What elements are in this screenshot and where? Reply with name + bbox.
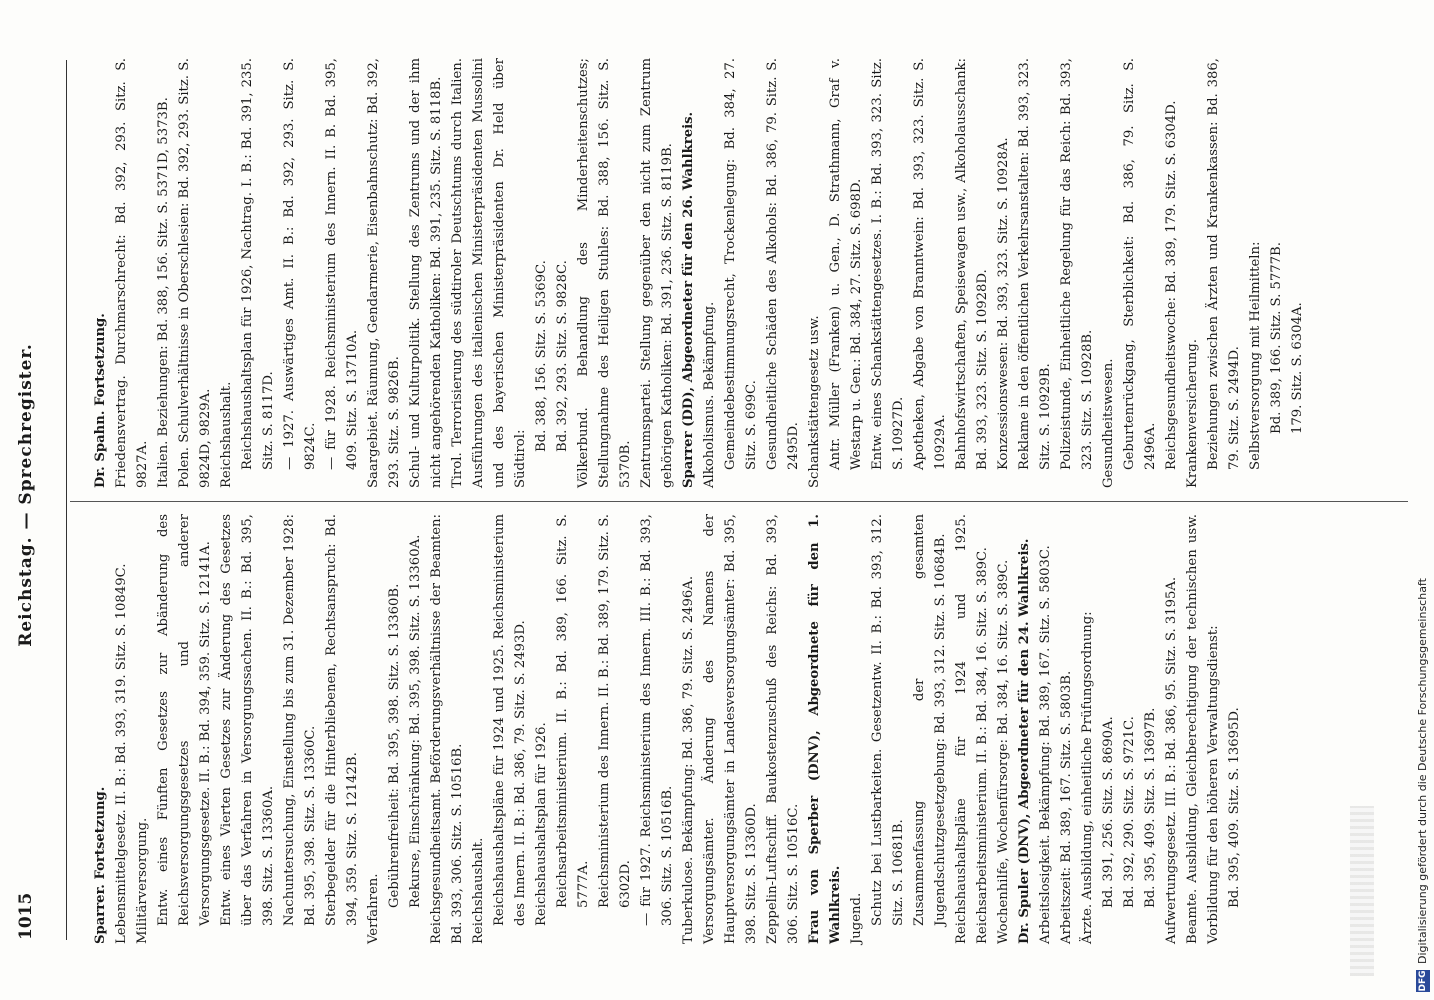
index-entry: Gesundheitliche Schäden des Alkohols: Bd. 386, 79. Sitz. S. 2495D. xyxy=(765,58,801,470)
index-entry: Militärversorgung. xyxy=(135,817,150,944)
scan-artifact xyxy=(1350,806,1374,976)
dfg-logo: DFG xyxy=(1418,970,1428,992)
speaker-heading: Dr. Spahn. Fortsetzung. xyxy=(93,313,108,488)
left-column xyxy=(90,514,1245,944)
index-entry: Gemeindebestimmungsrecht, Trockenlegung: Bd. 384, 27. Sitz. S. 699C. xyxy=(723,58,759,470)
index-entry: Reichshaushaltsplan für 1926, Nachtrag. I. B.: Bd. 391, 235. Sitz. S. 8117D. xyxy=(240,58,276,470)
index-entry: Geburtenrückgang, Sterblichkeit: Bd. 386, 79. Sitz. S. 2496A. xyxy=(1122,58,1158,470)
index-entry: Bd. 395, 409. Sitz. S. 13695D. xyxy=(1227,707,1242,908)
index-entry: Verfahren. xyxy=(366,873,381,944)
index-entry: — für 1927. Reichsministerium des Innern. III. B.: Bd. 393, 306. Sitz. S. 10516B. xyxy=(639,514,675,926)
index-entry: Arbeitszeit: Bd. 389, 167. Sitz. S. 5803B. xyxy=(1059,670,1074,944)
index-entry: Reichsministerium des Innern. II. B.: Bd. 389, 179. Sitz. S. 6302D. xyxy=(597,514,633,908)
index-entry: Friedensvertrag. Durchmarschrecht: Bd. 392, 293. Sitz. S. 9827A. xyxy=(114,58,150,488)
speaker-heading: Dr. Spuler (DNV), Abgeordneter für den 24. Wahlkreis. xyxy=(1017,538,1032,944)
speaker-heading: Sparrer (DD), Abgeordneter für den 26. Wahlkreis. xyxy=(681,111,696,488)
column-divider xyxy=(70,501,1408,502)
index-entry: Reichshaushaltspläne für 1924 und 1925. Reichsministerium des Innern. II. B.: Bd. 386, 79. Sitz. S. 2493D. xyxy=(492,514,528,926)
index-entry: 179. Sitz. S. 6304A. xyxy=(1290,302,1305,434)
index-entry: Saargebiet. Räumung, Gendarmerie, Eisenbahnschutz: Bd. 392, 293. Sitz. S. 9826B. xyxy=(366,58,402,488)
index-entry: Entw. eines Schankstättengesetzes. I. B.: Bd. 393, 323. Sitz. S. 10927D. xyxy=(870,58,906,470)
index-entry: Italien. Beziehungen: Bd. 388, 156. Sitz. S. 5371D, 5373B. xyxy=(156,97,171,488)
index-entry: Schutz bei Lustbarkeiten. Gesetzentw. II. B.: Bd. 393, 312. Sitz. S. 10681B. xyxy=(870,514,906,926)
footer-credit xyxy=(1414,0,1434,1000)
index-entry: Lebensmittelgesetz. II. B.: Bd. 393, 319. Sitz. S. 10849C. xyxy=(114,563,129,944)
index-entry: Bd. 388, 156. Sitz. S. 5369C. xyxy=(534,260,549,452)
index-entry: Bd. 392, 293. Sitz. S. 9828C. xyxy=(555,260,570,452)
index-entry: Bd. 392, 290. Sitz. S. 9721C. xyxy=(1122,716,1137,908)
index-entry: Selbstversorgung mit Heilmitteln: xyxy=(1248,241,1263,470)
speaker-heading: Sparrer. Fortsetzung. xyxy=(93,786,108,944)
index-entry: Tuberkulose. Bekämpfung: Bd. 386, 79. Sitz. S. 2496A. xyxy=(681,575,696,944)
index-entry: Reichsgesundheitsamt. Beförderungsverhältnisse der Beamten: Bd. 393, 306. Sitz. S. 10516B. xyxy=(429,514,465,944)
page-number: 1015 xyxy=(16,892,36,940)
page-title: Reichstag. — Sprechregister. xyxy=(16,343,36,647)
index-entry: Aufwertungsgesetz. III. B.: Bd. 386, 95. Sitz. S. 3195A. xyxy=(1164,576,1179,944)
index-entry: Schul- und Kulturpolitik. Stellung des Zentrums und der ihm nicht angehörenden Katholiken: Bd. 391, 235. Sitz. S. 8118B. xyxy=(408,58,444,488)
index-entry: Bd. 395, 409. Sitz. S. 13697B. xyxy=(1143,707,1158,908)
right-column xyxy=(90,58,1308,488)
index-entry: Beamte. Ausbildung, Gleichberechtigung der technischen usw. Vorbildung für den höheren Verwaltungsdienst: xyxy=(1185,514,1221,944)
index-entry: Rekurse, Einschränkung: Bd. 395, 398. Sitz. S. 13360A. xyxy=(408,534,423,908)
index-entry: Reklame in den öffentlichen Verkehrsanstalten: Bd. 393, 323. Sitz. S. 10929B. xyxy=(1017,58,1053,470)
credit-text: Digitalisierung gefördert durch die Deutsche Forschungsgemeinschaft xyxy=(1416,578,1429,964)
index-entry: Alkoholismus. Bekämpfung. xyxy=(702,301,717,488)
index-entry: Reichsgesundheitswoche: Bd. 389, 179. Sitz. S. 6304D. xyxy=(1164,100,1179,470)
index-entry: Polen. Schulverhältnisse in Oberschlesien: Bd. 392, 293. Sitz. S. 9824D, 9829A. xyxy=(177,58,213,488)
index-entry: Jugend. xyxy=(849,892,864,944)
index-entry: Zusammenfassung der gesamten Jugendschutzgesetzgebung: Bd. 393, 312. Sitz. S. 10684B. xyxy=(912,514,948,926)
index-entry: Tirol. Terrorisierung des südtiroler Deutschtums durch Italien. Ausführungen des italienischen Ministerpräsidenten Mussolini und des bayerischen Ministerpräsidenten Dr. Held über Südtirol: xyxy=(450,58,528,488)
index-entry: Bd. 389, 166. Sitz. S. 5777B. xyxy=(1269,242,1284,434)
index-entry: Schankstättengesetz usw. xyxy=(807,315,822,488)
index-entry: Versorgungsämter. Änderung des Namens der Hauptversorgungsämter in Landesversorgungsämter: Bd. 395, 398. Sitz. S. 13360D. xyxy=(702,514,759,944)
index-entry: Reichshaushalt. xyxy=(471,837,486,944)
index-entry: Antr. Müller (Franken) u. Gen., D. Strathmann, Graf v. Westarp u. Gen.: Bd. 384, 27. Sitz. S. 698D. xyxy=(828,58,864,470)
index-entry: Bahnhofswirtschaften, Speisewagen usw., Alkoholausschank: Bd. 393, 323. Sitz. S. 10928D. xyxy=(954,58,990,470)
index-entry: Reichshaushaltsplan für 1926. xyxy=(534,722,549,926)
page-header xyxy=(12,50,40,940)
index-entry: Beziehungen zwischen Ärzten und Krankenkassen: Bd. 386, 79. Sitz. S. 2494D. xyxy=(1206,58,1242,470)
index-entry: — für 1928. Reichsministerium des Innern. II. B. Bd. 395, 409. Sitz. S. 13710A. xyxy=(324,58,360,470)
index-entry: Ärzte. Ausbildung, einheitliche Prüfungsordnung: xyxy=(1080,611,1095,944)
index-entry: Reichshaushalt. xyxy=(219,381,234,488)
index-entry: Sterbegelder für die Hinterbliebenen, Rechtsanspruch: Bd. 394, 359. Sitz. S. 12142B. xyxy=(324,514,360,926)
index-entry: Apotheken, Abgabe von Branntwein: Bd. 393, 323. Sitz. S. 10929A. xyxy=(912,58,948,470)
index-entry: Reichsarbeitsministerium. II. B.: Bd. 389, 166. Sitz. S. 5777A. xyxy=(555,514,591,908)
index-entry: Gebührenfreiheit: Bd. 395, 398. Sitz. S. 13360B. xyxy=(387,583,402,908)
index-entry: Krankenversicherung. xyxy=(1185,339,1200,488)
index-entry: Polizeistunde, Einheitliche Regelung für das Reich: Bd. 393, 323. Sitz. S. 10928B. xyxy=(1059,58,1095,470)
index-entry: Arbeitslosigkeit. Bekämpfung: Bd. 389, 167. Sitz. S. 5803C. xyxy=(1038,545,1053,944)
index-entry: Gesundheitswesen. xyxy=(1101,358,1116,488)
index-entry: Zeppelin-Luftschiff. Baukostenzuschuß des Reichs: Bd. 393, 306. Sitz. S. 10516C. xyxy=(765,514,801,944)
header-rule xyxy=(66,60,67,940)
index-entry: Wochenhilfe, Wochenfürsorge: Bd. 384, 16. Sitz. S. 389C. xyxy=(996,559,1011,944)
index-entry: Bd. 391, 256. Sitz. S. 8690A. xyxy=(1101,716,1116,908)
index-entry: Nachuntersuchung, Einstellung bis zum 31. Dezember 1928: Bd. 395, 398. Sitz. S. 13360C. xyxy=(282,514,318,926)
index-entry: Völkerbund. Behandlung des Minderheitenschutzes; Stellungnahme des Heiligen Stuhles: Bd. 388, 156. Sitz. S. 5370B. xyxy=(576,58,633,488)
speaker-heading: Frau von Sperber (DNV), Abgeordnete für den 1. Wahlkreis. xyxy=(807,514,843,944)
index-entry: Reichshaushaltspläne für 1924 und 1925. Reichsarbeitsministerium. II. B.: Bd. 384, 16. Sitz. S. 389C. xyxy=(954,514,990,944)
index-entry: — 1927. Auswärtiges Amt. II. B.: Bd. 392, 293. Sitz. S. 9824C. xyxy=(282,58,318,470)
index-entry: Entw. eines Fünften Gesetzes zur Abänderung des Reichsversorgungsgesetzes und anderer Versorgungsgesetze. II. B.: Bd. 394, 359. Sitz. S. 12141A. xyxy=(156,514,213,926)
index-entry: Konzessionswesen: Bd. 393, 323. Sitz. S. 10928A. xyxy=(996,137,1011,470)
index-entry: Zentrumspartei. Stellung gegenüber den nicht zum Zentrum gehörigen Katholiken: Bd. 391, 236. Sitz. S. 8119B. xyxy=(639,58,675,488)
index-entry: Entw. eines Vierten Gesetzes zur Änderung des Gesetzes über das Verfahren in Versorgungssachen. II. B.: Bd. 395, 398. Sitz. S. 13360A. xyxy=(219,514,276,926)
